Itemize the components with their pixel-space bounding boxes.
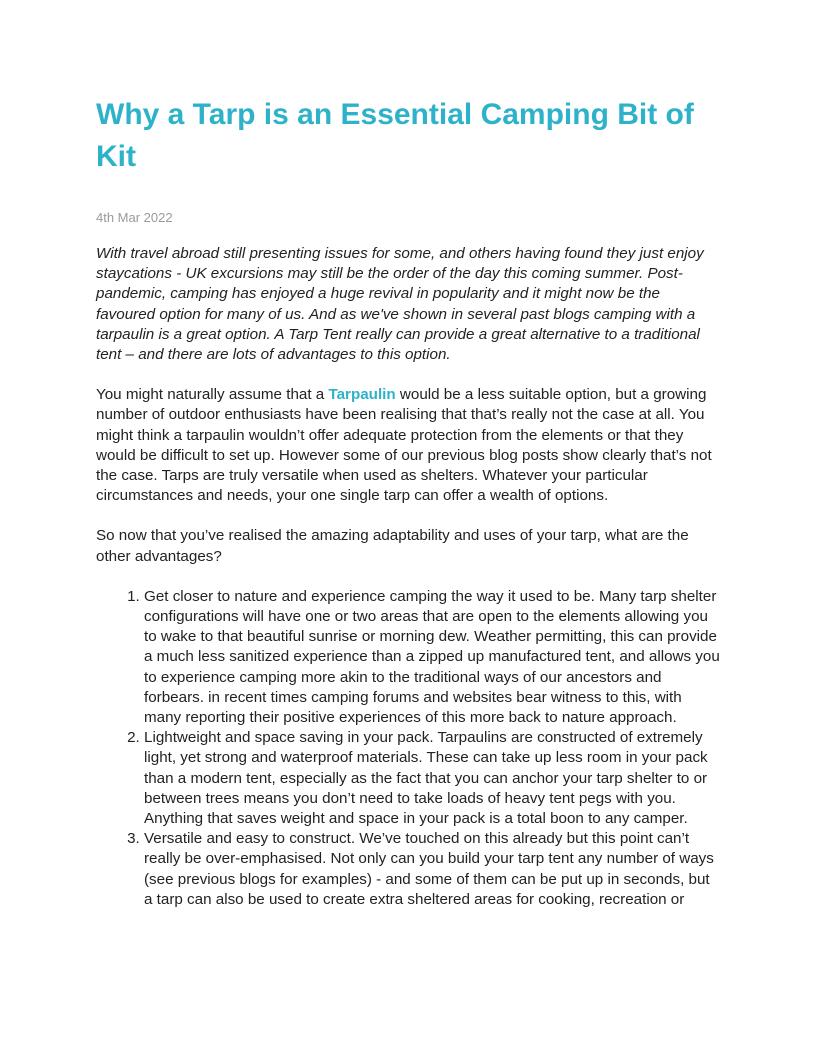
paragraph-text-before-link: You might naturally assume that a <box>96 386 329 404</box>
body-paragraph-2: So now that you’ve realised the amazing adaptability and uses of your tarp, what are the other advantages? <box>96 527 689 565</box>
intro-paragraph: With travel abroad still presenting issues for some, and others having found they just enjoy staycations - UK excursions may still be the order of the day this coming summer. Post-pandemic, camping has enjoyed a huge revival in popularity and it might now be the favoured option for many of us. And as we've shown in several past blogs camping with a tarpaulin is a great option. A Tarp Tent really can provide a great alternative to a traditional tent – and there are lots of advantages to this option. <box>96 245 704 364</box>
tarpaulin-link[interactable]: Tarpaulin <box>328 386 396 404</box>
paragraph-text-after-link: would be a less suitable option, but a growing number of outdoor enthusiasts have been realising that that’s really not the case at all. You might think a tarpaulin wouldn’t offer adequate protection from the elements or that they would be difficult to set up. However some of our previous blog posts show clearly that’s not the case. Tarps are truly versatile when used as shelters. Whatever your particular circumstances and needs, your one single tarp can offer a wealth of options. <box>96 386 712 505</box>
body-paragraph-1 <box>96 385 720 506</box>
article-date: 4th Mar 2022 <box>96 210 173 225</box>
list-item: 1. Get closer to nature and experience camping the way it used to be. Many tarp shelter configurations will have one or two areas that are open to the elements allowing you to wake to that beautiful sunrise or morning dew. Weather permitting, this can provide a much less sanitized experience than a zipped up manufactured tent, and allows you to experience camping more akin to the traditional ways of our ancestors and forbears. in recent times camping forums and websites bear witness to this, with many reporting their positive experiences of this more back to nature approach. <box>144 587 720 728</box>
list-item: 3. Versatile and easy to construct. We’ve touched on this already but this point can’t really be over-emphasised. Not only can you build your tarp tent any number of ways (see previous blogs for examples) - and some of them can be put up in seconds, but a tarp can also be used to create extra sheltered areas for cooking, recreation or <box>144 829 720 910</box>
list-item: 2. Lightweight and space saving in your pack. Tarpaulins are constructed of extremely light, yet strong and waterproof materials. These can take up less room in your pack than a modern tent, especially as the fact that you can anchor your tarp shelter to or between trees means you don’t need to take loads of heavy tent pegs with you. Anything that saves weight and space in your pack is a total boon to any camper. <box>144 728 720 829</box>
article-title: Why a Tarp is an Essential Camping Bit of Kit <box>96 98 694 173</box>
article <box>96 94 720 910</box>
advantages-list <box>96 587 720 910</box>
